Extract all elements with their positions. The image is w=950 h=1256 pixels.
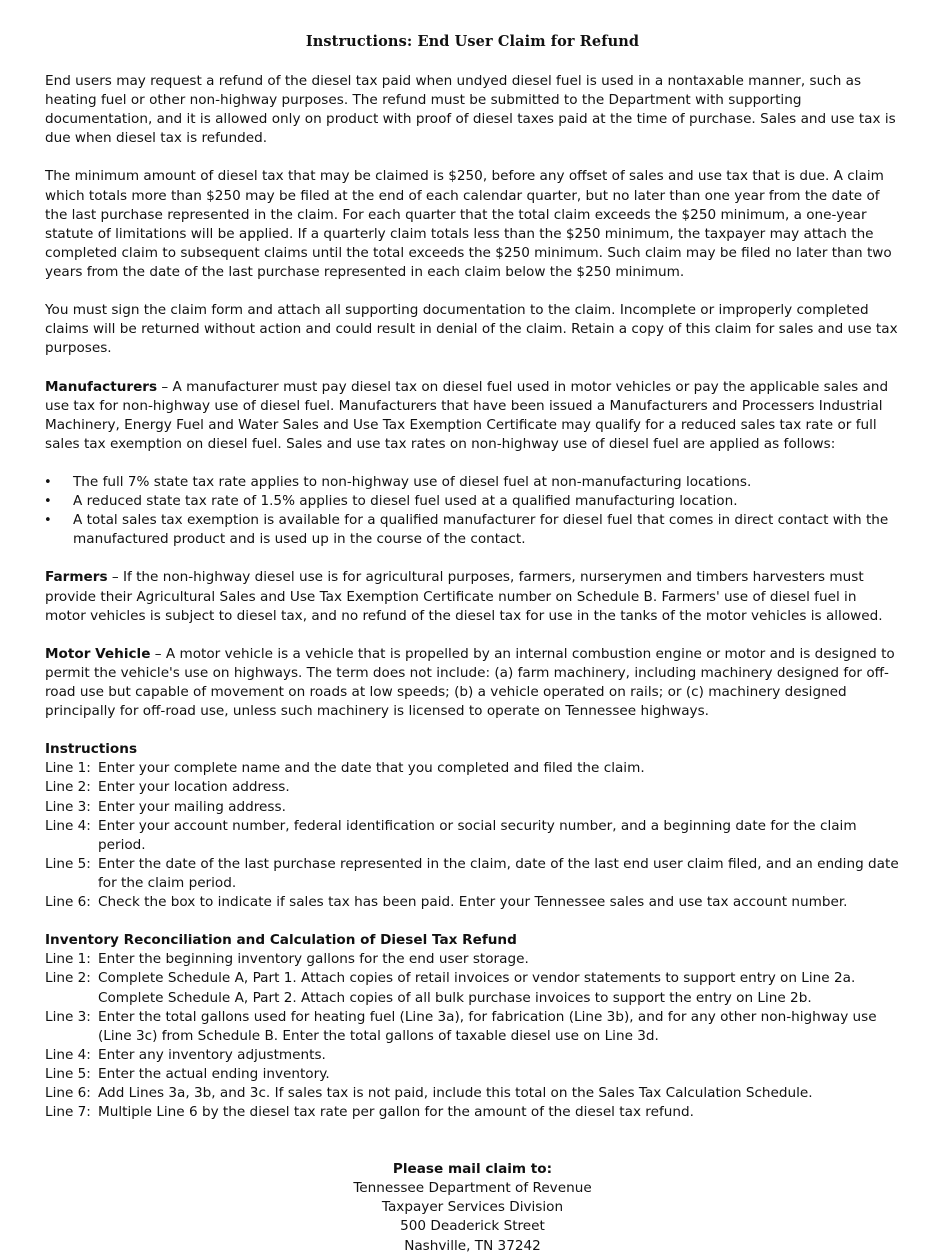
line-number: Line 3: — [45, 1008, 91, 1025]
manufacturers-rates-list — [45, 473, 900, 549]
line-text: Enter your complete name and the date that you completed and filed the claim. — [98, 760, 645, 777]
line-number: Line 4: — [45, 817, 91, 834]
line-number: Line 5: — [45, 1065, 91, 1082]
mailing-address — [45, 1160, 900, 1255]
instructions-page — [45, 31, 900, 1256]
instruction-line — [45, 759, 900, 778]
line-number: Line 4: — [45, 1046, 91, 1063]
inventory-heading: Inventory Reconciliation and Calculation of Diesel Tax Refund — [45, 932, 517, 949]
list-item: • A total sales tax exemption is available for a qualified manufacturer for diesel fuel that comes in direct contact with the manufactured product and is used up in the course of the contact. — [45, 511, 900, 549]
line-number: Line 1: — [45, 760, 91, 777]
manufacturers-text: – A manufacturer must pay diesel tax on diesel fuel used in motor vehicles or pay the applicable sales and use tax for non-highway use of diesel fuel. Manufacturers that have been issued a Manufacturers and Processers Industrial Machinery, Energy Fuel and Water Sales and Use Tax Exemption Certificate may qualify for a reduced sales tax rate or full sales tax exemption on diesel fuel. Sales and use tax rates on non-highway use of diesel fuel are applied as follows: — [45, 378, 889, 452]
line-text — [98, 969, 900, 1007]
line-text: Enter any inventory adjustments. — [98, 1046, 326, 1063]
line-number: Line 3: — [45, 798, 91, 815]
instruction-line — [45, 798, 900, 817]
line-text: Enter your location address. — [98, 779, 290, 796]
line-text: Enter the total gallons used for heating fuel (Line 3a), for fabrication (Line 3b), and for any other non-highway use (Line 3c) from Schedule B. Enter the total gallons of taxable diesel use on Line 3d. — [98, 1008, 877, 1044]
line-number: Line 2: — [45, 779, 91, 796]
inventory-line — [45, 1103, 900, 1122]
instruction-line — [45, 893, 900, 912]
list-item: • The full 7% state tax rate applies to non-highway use of diesel fuel at non-manufacturing locations. — [45, 473, 900, 492]
line-text: Enter the beginning inventory gallons for the end user storage. — [98, 951, 529, 968]
page-title: Instructions: End User Claim for Refund — [305, 33, 640, 50]
inventory-section — [45, 931, 900, 1122]
address-line: Tennessee Department of Revenue — [353, 1180, 592, 1197]
line-text: Enter your mailing address. — [98, 798, 286, 815]
motor-vehicle-text: – A motor vehicle is a vehicle that is propelled by an internal combustion engine or motor and is designed to permit the vehicle's use on highways. The term does not include: (a) farm machinery, including machinery designed for off-road use but capable of movement on roads at low speeds; (b) a vehicle operated on rails; or (c) machinery designed principally for off-road use, unless such machinery is licensed to operate on Tennessee highways. — [45, 645, 895, 720]
instruction-line — [45, 817, 900, 855]
list-item: • A reduced state tax rate of 1.5% applies to diesel fuel used at a qualified manufacturing location. — [45, 492, 900, 511]
farmers-paragraph — [45, 568, 900, 625]
motor-vehicle-term: Motor Vehicle — [45, 645, 151, 662]
intro-paragraph-3: You must sign the claim form and attach all supporting documentation to the claim. Incomplete or improperly completed claims will be returned without action and could result in denial of the claim. Retain a copy of this claim for sales and use tax purposes. — [45, 302, 898, 357]
line-text: Enter the actual ending inventory. — [98, 1065, 330, 1082]
intro-paragraph-1: End users may request a refund of the diesel tax paid when undyed diesel fuel is used in a nontaxable manner, such as heating fuel or other non-highway purposes. The refund must be submitted to the Department with supporting documentation, and it is allowed only on product with proof of diesel taxes paid at the time of purchase. Sales and use tax is due when diesel tax is refunded. — [45, 73, 896, 147]
inventory-line — [45, 1065, 900, 1084]
instructions-section — [45, 740, 900, 912]
address-line: Nashville, TN 37242 — [404, 1237, 541, 1254]
inventory-line — [45, 950, 900, 969]
line-text: Multiple Line 6 by the diesel tax rate per gallon for the amount of the diesel tax refund. — [98, 1104, 694, 1121]
farmers-term: Farmers — [45, 569, 108, 586]
instructions-heading: Instructions — [45, 741, 138, 758]
line-text-part-2: Complete Schedule A, Part 2. Attach copies of all bulk purchase invoices to support the entry on Line 2b. — [98, 989, 812, 1006]
manufacturers-term: Manufacturers — [45, 378, 158, 395]
farmers-text: – If the non-highway diesel use is for agricultural purposes, farmers, nurserymen and timbers harvesters must provide their Agricultural Sales and Use Tax Exemption Certificate number on Schedule B. Farmers' use of diesel fuel in motor vehicles is subject to diesel tax, and no refund of the diesel tax for use in the tanks of the motor vehicles is allowed. — [45, 569, 883, 624]
line-number: Line 1: — [45, 951, 91, 968]
line-text: Enter the date of the last purchase represented in the claim, date of the last end user claim filed, and an ending date for the claim period. — [98, 855, 899, 891]
inventory-line — [45, 1046, 900, 1065]
instruction-line — [45, 855, 900, 893]
inventory-line — [45, 1008, 900, 1046]
line-text-part-1: Complete Schedule A, Part 1. Attach copies of retail invoices or vendor statements to support entry on Line 2a. — [98, 970, 856, 987]
line-text: Check the box to indicate if sales tax has been paid. Enter your Tennessee sales and use tax account number. — [98, 894, 848, 911]
address-line: Taxpayer Services Division — [381, 1199, 564, 1216]
address-line: 500 Deaderick Street — [400, 1218, 545, 1235]
line-text: Enter your account number, federal identification or social security number, and a beginning date for the claim period. — [98, 817, 857, 853]
inventory-line — [45, 1084, 900, 1103]
line-text: Add Lines 3a, 3b, and 3c. If sales tax is not paid, include this total on the Sales Tax Calculation Schedule. — [98, 1084, 813, 1101]
mail-heading: Please mail claim to: — [392, 1161, 553, 1178]
intro-paragraph-2: The minimum amount of diesel tax that may be claimed is $250, before any offset of sales and use tax that is due. A claim which totals more than $250 may be filed at the end of each calendar quarter, but no later than one year from the date of the last purchase represented in the claim. For each quarter that the total claim exceeds the $250 minimum, a one-year statute of limitations will be applied. If a quarterly claim totals less than the $250 minimum, the taxpayer may attach the completed claim to subsequent claims until the total exceeds the $250 minimum. Such claim may be filed no later than two years from the date of the last purchase represented in each claim below the $250 minimum. — [45, 168, 892, 280]
inventory-line — [45, 969, 900, 1007]
line-number: Line 6: — [45, 894, 91, 911]
manufacturers-paragraph — [45, 378, 900, 454]
line-number: Line 2: — [45, 970, 91, 987]
line-number: Line 5: — [45, 855, 91, 872]
motor-vehicle-paragraph — [45, 645, 900, 721]
line-number: Line 6: — [45, 1084, 91, 1101]
line-number: Line 7: — [45, 1104, 91, 1121]
instruction-line — [45, 778, 900, 797]
